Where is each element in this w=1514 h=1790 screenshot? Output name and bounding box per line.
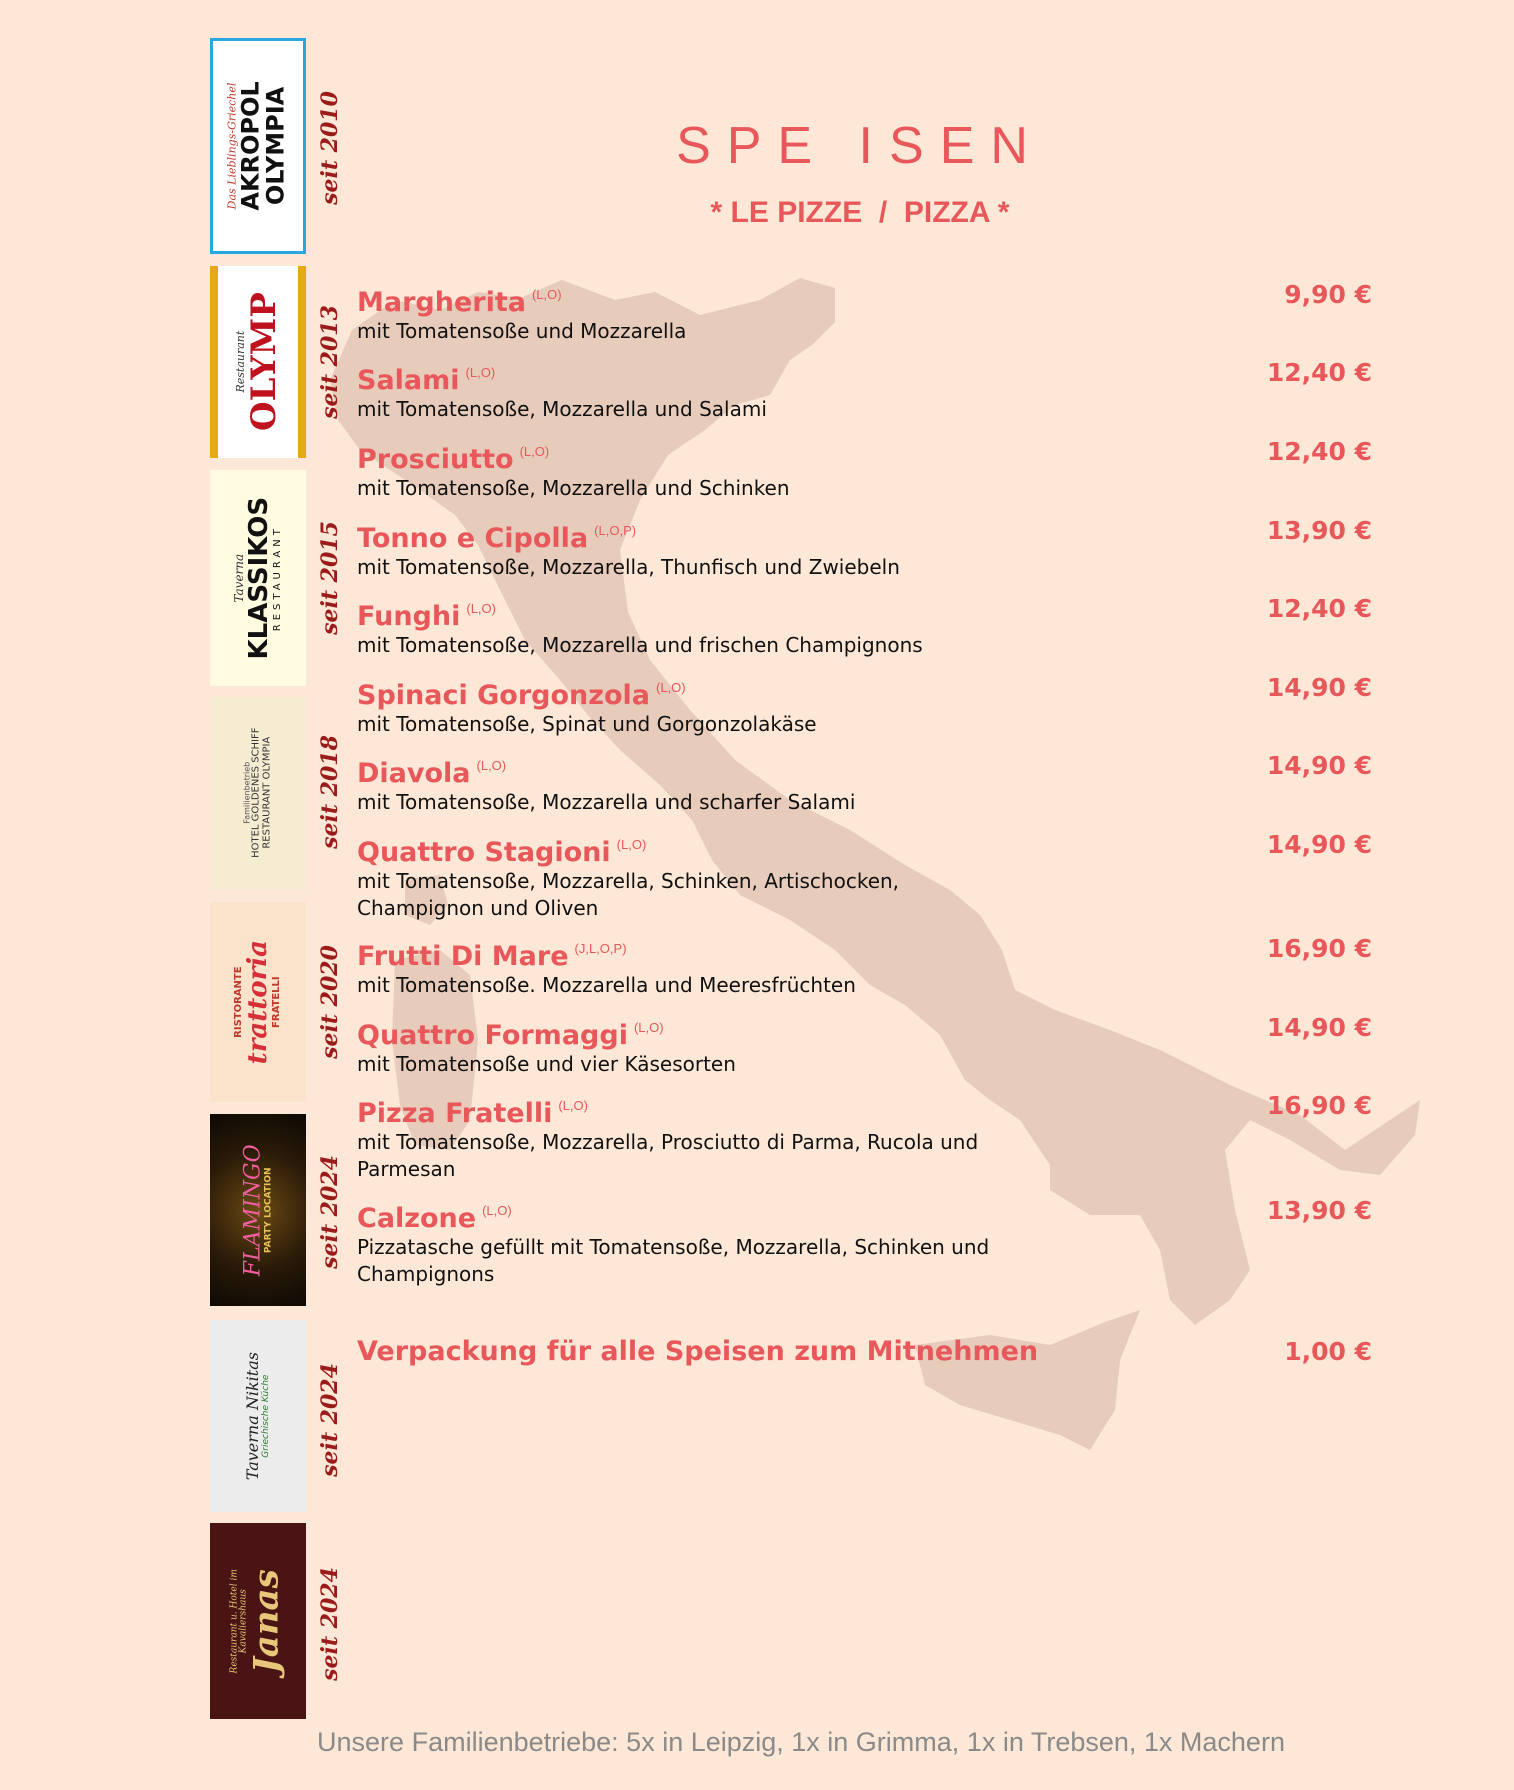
logo-klassikos-line1: KLASSIKOS [243, 496, 274, 660]
logo-olymp-script: Restaurant [233, 331, 247, 393]
logo-olymp [210, 266, 306, 458]
menu-item-description: mit Tomatensoße, Mozzarella, Schinken, Artischocken, Champignon und Oliven [357, 869, 900, 920]
since-badge-5: seit 2020 [317, 945, 344, 1059]
logo-trattoria-fratelli [210, 902, 306, 1102]
menu-item-description: mit Tomatensoße, Mozzarella und Schinken [357, 476, 790, 500]
menu-item-allergens: (L,O) [476, 758, 507, 773]
menu-item [357, 1089, 1372, 1183]
menu-item [357, 278, 1372, 345]
menu-item-description: mit Tomatensoße und vier Käsesorten [357, 1052, 736, 1076]
menu-item [357, 514, 1372, 581]
since-badge-2: seit 2013 [317, 305, 344, 419]
menu-item-allergens: (L,O) [519, 444, 550, 459]
menu-item-name: Calzone [357, 1203, 477, 1234]
logo-trattoria-line1: trattoria [242, 939, 273, 1065]
menu-item-allergens: (L,O) [633, 1020, 664, 1035]
menu-item-name: Frutti Di Mare [357, 941, 569, 972]
menu-item-description: mit Tomatensoße, Mozzarella und scharfer Salami [357, 790, 856, 814]
logo-trattoria-script: RISTORANTE [232, 966, 244, 1038]
logo-klassikos-line2: RESTAURANT [271, 524, 283, 632]
menu-item-price: 12,40 € [1266, 437, 1372, 466]
menu-item-allergens: (L,O) [466, 601, 496, 616]
menu-item [357, 749, 1372, 816]
logo-trattoria-line2: FRATELLI [270, 976, 282, 1028]
menu-item-description: mit Tomatensoße, Mozzarella und Salami [357, 397, 767, 421]
logo-nikitas-script: Griechische Küche [260, 1374, 271, 1458]
logo-schiff-line2: RESTAURANT OLYMPIA [261, 737, 273, 849]
menu-item-name: Quattro Stagioni [357, 837, 611, 868]
logo-flamingo-line2: PARTY LOCATION [263, 1167, 274, 1253]
logo-klassikos [210, 470, 306, 686]
menu-item-name: Quattro Formaggi [357, 1020, 628, 1051]
menu-item-allergens: (L,O) [656, 680, 686, 695]
menu-item-name: Prosciutto [357, 444, 514, 475]
logo-akropol-line1: AKROPOL [236, 81, 265, 211]
menu-item-price: 12,40 € [1266, 358, 1372, 387]
packaging-name: Verpackung für alle Speisen zum Mitnehmen [357, 1336, 1039, 1367]
menu-item-name: Salami [357, 365, 460, 396]
page-title: SPE ISEN [676, 117, 1044, 175]
page-subtitle: * LE PIZZE / PIZZA * [710, 196, 1010, 229]
logo-goldenes-schiff [210, 697, 306, 889]
logo-akropol-line2: OLYMPIA [261, 86, 290, 206]
menu-item-price: 14,90 € [1266, 830, 1372, 859]
menu-item [357, 828, 1372, 922]
menu-item-name: Pizza Fratelli [357, 1098, 553, 1129]
menu-item-allergens: (L,O) [558, 1098, 588, 1113]
logo-akropol-script: Das Lieblings-Griechel [226, 82, 240, 210]
menu-item-description: mit Tomatensoße und Mozzarella [357, 319, 687, 343]
menu-item-description: mit Tomatensoße, Mozzarella, Prosciutto di Parma, Rucola und Parmesan [357, 1130, 979, 1181]
menu-item-description: mit Tomatensoße, Mozzarella und frischen Champignons [357, 633, 923, 657]
footer-family-businesses: Unsere Familienbetriebe: 5x in Leipzig, 1x in Grimma, 1x in Trebsen, 1x Machern [317, 1727, 1285, 1757]
menu-item-name: Margherita [357, 287, 526, 318]
menu-item-name: Funghi [357, 601, 461, 632]
logo-flamingo-line1: FLAMINGO [240, 1144, 266, 1276]
logo-schiff-line1: HOTEL GOLDENES SCHIFF [250, 727, 262, 859]
menu-item [357, 356, 1372, 423]
menu-item-price: 13,90 € [1266, 516, 1372, 545]
menu-item-price: 13,90 € [1266, 1196, 1372, 1225]
menu-item [357, 1194, 1372, 1288]
menu-item-price: 16,90 € [1266, 934, 1372, 963]
menu-item-price: 9,90 € [1284, 280, 1372, 309]
logo-taverna-nikitas [210, 1320, 306, 1512]
menu-item-description: Pizzatasche gefüllt mit Tomatensoße, Mozzarella, Schinken und Champignons [357, 1235, 990, 1286]
menu-item [357, 932, 1372, 999]
menu-item [357, 592, 1372, 659]
since-badge-3: seit 2015 [317, 521, 344, 635]
since-badge-6: seit 2024 [317, 1155, 344, 1269]
logo-akropol-olympia [210, 38, 306, 254]
menu-item-allergens: (L,O) [465, 365, 496, 380]
menu-item-description: mit Tomatensoße, Mozzarella, Thunfisch und Zwiebeln [357, 555, 900, 579]
menu-item-name: Spinaci Gorgonzola [357, 680, 650, 711]
packaging-price: 1,00 € [1284, 1337, 1372, 1366]
menu-item-price: 14,90 € [1266, 751, 1372, 780]
logo-flamingo [210, 1114, 306, 1306]
menu-item-allergens: (L,O) [531, 287, 562, 302]
menu-item [357, 1011, 1372, 1078]
menu-item [357, 671, 1372, 738]
menu-item-name: Tonno e Cipolla [357, 523, 589, 554]
menu-item-price: 16,90 € [1266, 1091, 1372, 1120]
logo-olymp-line1: OLYMP [242, 292, 283, 432]
menu-item-price: 12,40 € [1266, 594, 1372, 623]
since-badge-4: seit 2018 [317, 735, 344, 849]
logo-klassikos-script: Taverna [231, 553, 246, 603]
menu-item-price: 14,90 € [1266, 673, 1372, 702]
menu-item-allergens: (L,O,P) [594, 523, 637, 538]
since-badge-8: seit 2024 [317, 1567, 344, 1681]
logo-schiff-script: Familienbetrieb [242, 762, 252, 824]
packaging-item [357, 1335, 1372, 1369]
logo-nikitas-line1: Taverna Nikitas [242, 1351, 262, 1481]
menu-item [357, 435, 1372, 502]
since-badge-7: seit 2024 [317, 1363, 344, 1477]
menu-item-name: Diavola [357, 758, 471, 789]
since-badge-1: seit 2010 [317, 91, 344, 205]
menu-item-price: 14,90 € [1266, 1013, 1372, 1042]
logo-janas [210, 1523, 306, 1719]
menu-item-allergens: (L,O) [482, 1203, 512, 1218]
menu-item-allergens: (L,O) [616, 837, 647, 852]
logo-janas-line1: Janas [246, 1569, 287, 1674]
logo-janas-script: Restaurant u. Hotel im Kavaliershaus [229, 1568, 250, 1674]
menu-item-allergens: (J,L,O,P) [574, 941, 627, 956]
menu-item-description: mit Tomatensoße, Spinat und Gorgonzolakäse [357, 712, 817, 736]
menu-item-description: mit Tomatensoße. Mozzarella und Meeresfrüchten [357, 973, 856, 997]
